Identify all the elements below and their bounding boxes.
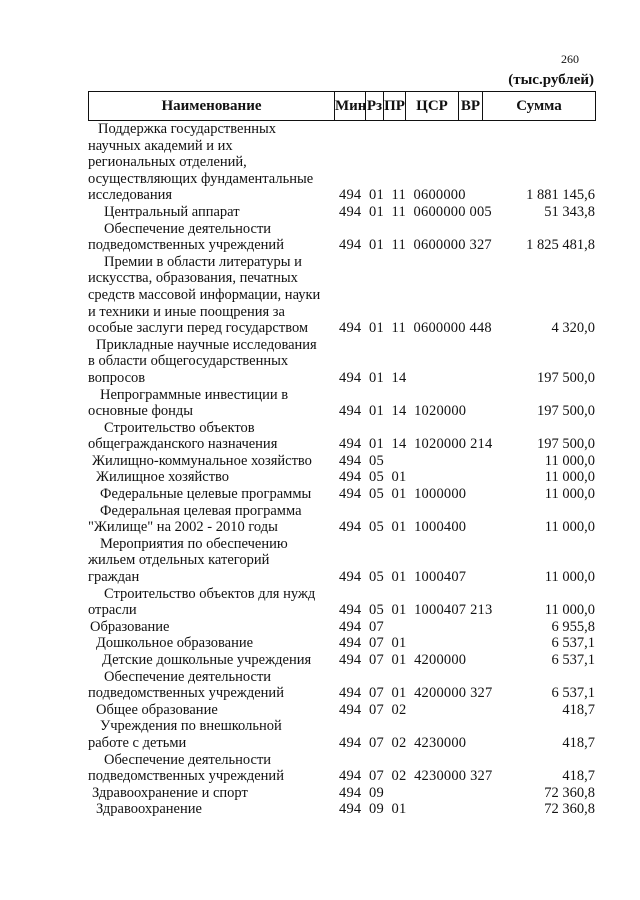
row-name [88,486,336,503]
row-name-line: Центральный аппарат [104,203,240,220]
row-name [88,536,336,586]
row-name [88,635,336,652]
row-name-line: Федеральные целевые программы [100,486,312,503]
row-name-line: Дошкольное образование [96,635,254,652]
row-sum: 11 000,0 [544,519,595,536]
table-row [88,619,595,636]
table-row [88,801,595,818]
row-code: 494 07 02 4230000 [339,734,467,751]
table-row [88,785,595,802]
row-sum: 6 537,1 [551,635,595,652]
row-name [88,619,336,636]
table-row [88,752,595,785]
row-name [88,121,336,204]
row-code: 494 01 11 0600000 327 [339,237,492,254]
row-sum: 418,7 [562,701,595,718]
row-code: 494 01 14 1020000 214 [339,436,493,453]
table-row [88,387,595,420]
table-row [88,652,595,669]
row-name-line: в области общегосударственных [88,353,289,370]
row-name-line: и техники и иные поощрения за [88,303,285,320]
row-sum: 11 000,0 [544,569,595,586]
row-name-line: осуществляющих фундаментальные [88,170,314,187]
table-row [88,586,595,619]
row-name-line: Здравоохранение [96,801,202,818]
row-name-line: Жилищное хозяйство [96,469,230,486]
table-row [88,469,595,486]
row-name [88,752,336,785]
row-code: 494 05 [339,452,384,469]
row-name-line: Непрограммные инвестиции в [100,386,289,403]
row-sum: 11 000,0 [544,452,595,469]
row-code: 494 09 01 [339,801,407,818]
row-name-line: Строительство объектов для нужд [104,585,316,602]
row-name-line: Учреждения по внешкольной [100,718,282,735]
row-code: 494 09 [339,784,384,801]
row-name-line: научных академий и их [88,137,233,154]
row-name-line: Обеспечение деятельности [104,668,272,685]
row-sum: 197 500,0 [537,369,595,386]
row-name [88,453,336,470]
row-name-line: Строительство объектов [104,419,255,436]
row-name-line: Детские дошкольные учреждения [102,652,312,668]
row-sum: 418,7 [562,768,595,785]
row-name-line: Жилищно-коммунальное хозяйство [92,452,312,469]
row-name [88,221,336,254]
table-row [88,337,595,387]
row-name-line: жильем отдельных категорий [88,552,270,569]
row-sum: 418,7 [562,734,595,751]
row-sum: 6 537,1 [551,652,595,668]
row-sum: 51 343,8 [544,203,595,220]
row-name [88,337,336,387]
row-name [88,469,336,486]
row-code: 494 07 02 [339,701,407,718]
table-header [88,91,596,121]
row-name-line: Обеспечение деятельности [104,220,272,237]
header-pr: ПР [384,92,406,121]
row-name-line: Образование [90,618,170,635]
table-row [88,635,595,652]
row-name-line: подведомственных учреждений [88,768,284,785]
page-number: 260 [561,52,579,66]
row-code: 494 01 14 [339,369,407,386]
row-code: 494 07 01 [339,635,407,652]
row-name [88,503,336,536]
row-code: 494 07 01 4200000 [339,652,467,668]
row-name [88,652,336,669]
row-name-line: Мероприятия по обеспечению [100,535,288,552]
row-code: 494 07 01 4200000 327 [339,685,493,702]
table-row [88,669,595,702]
row-name-line: общегражданского назначения [88,436,278,453]
table-row [88,254,595,337]
table-row [88,420,595,453]
row-name [88,586,336,619]
row-name-line: искусства, образования, печатных [88,270,298,287]
row-name-line: особые заслуги перед государством [88,320,309,337]
row-sum: 11 000,0 [544,469,595,486]
row-sum: 72 360,8 [544,784,595,801]
row-code: 494 07 [339,618,384,635]
row-name [88,669,336,702]
row-name [88,254,336,337]
table-row [88,486,595,503]
row-sum: 72 360,8 [544,801,595,818]
table-row [88,204,595,221]
row-name [88,785,336,802]
header-name: Наименование [89,92,335,121]
row-name-line: Поддержка государственных [98,121,276,137]
row-sum: 197 500,0 [537,436,595,453]
row-name-line: региональных отделений, [88,154,247,171]
row-name-line: вопросов [88,369,146,386]
row-name-line: отрасли [88,602,137,619]
row-sum: 6 955,8 [551,618,595,635]
row-code: 494 05 01 [339,469,407,486]
row-code: 494 01 14 1020000 [339,403,467,420]
row-name-line: граждан [88,569,140,586]
row-sum: 6 537,1 [551,685,595,702]
row-name-line: основные фонды [88,403,193,420]
header-min: Мин [335,92,366,121]
row-name-line: "Жилище" на 2002 - 2010 годы [88,519,278,536]
row-code: 494 05 01 1000407 [339,569,467,586]
table-row [88,221,595,254]
table-row [88,536,595,586]
row-sum: 11 000,0 [544,486,595,503]
row-name-line: работе с детьми [88,734,187,751]
row-name-line: Премии в области литературы и [104,253,302,270]
row-sum: 197 500,0 [537,403,595,420]
row-name [88,204,336,221]
row-name [88,702,336,719]
units-label: (тыс.рублей) [508,72,594,88]
table-row [88,121,595,204]
row-sum: 1 825 481,8 [526,237,595,254]
row-name [88,420,336,453]
row-name [88,387,336,420]
header-vr: ВР [459,92,483,121]
row-name-line: Федеральная целевая программа [100,502,302,519]
row-name-line: подведомственных учреждений [88,685,284,702]
table-row [88,503,595,536]
table-row [88,453,595,470]
header-csr: ЦСР [406,92,459,121]
budget-rows [88,121,595,818]
row-code: 494 01 11 0600000 005 [339,203,492,220]
row-name-line: подведомственных учреждений [88,237,284,254]
row-code: 494 01 11 0600000 [339,187,466,204]
row-code: 494 05 01 1000407 213 [339,602,493,619]
row-name [88,718,336,751]
row-sum: 4 320,0 [551,320,595,337]
table-row [88,718,595,751]
row-name-line: Обеспечение деятельности [104,751,272,768]
header-rz: Рз [366,92,384,121]
row-sum: 1 881 145,6 [526,187,595,204]
row-code: 494 05 01 1000000 [339,486,467,503]
row-name-line: исследования [88,187,173,204]
row-code: 494 01 11 0600000 448 [339,320,492,337]
row-name-line: средств массовой информации, науки [88,286,321,303]
row-name-line: Здравоохранение и спорт [92,784,248,801]
header-sum: Сумма [483,92,596,121]
row-name-line: Прикладные научные исследования [96,336,317,353]
table-row [88,702,595,719]
row-code: 494 07 02 4230000 327 [339,768,493,785]
row-code: 494 05 01 1000400 [339,519,467,536]
row-sum: 11 000,0 [544,602,595,619]
row-name [88,801,336,818]
row-name-line: Общее образование [96,701,218,718]
